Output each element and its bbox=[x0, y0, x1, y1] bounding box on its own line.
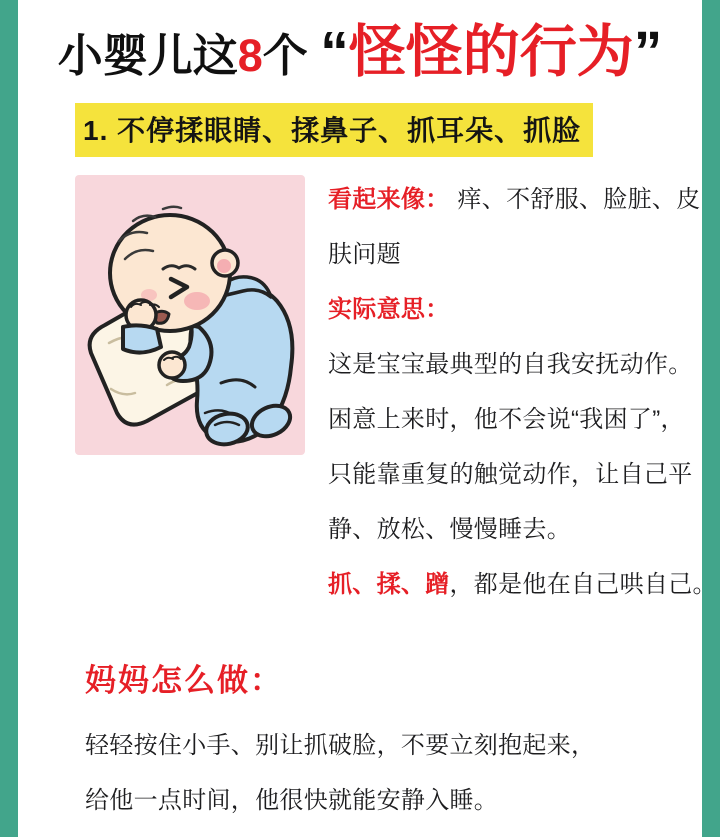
text-segment: 痒、不舒服、脸脏、皮 bbox=[457, 186, 701, 213]
text-segment: 看起来像： bbox=[328, 186, 450, 213]
text-line bbox=[328, 557, 717, 612]
text-line bbox=[328, 282, 708, 337]
text-line bbox=[328, 447, 708, 502]
advice-text bbox=[85, 718, 595, 828]
text-line bbox=[328, 172, 708, 227]
title-segment: 个 bbox=[262, 30, 321, 81]
text-segment: 困意上来时，他不会说“我困了”， bbox=[328, 406, 685, 433]
text-segment: 实际意思： bbox=[328, 296, 450, 323]
text-line bbox=[85, 718, 595, 773]
text-segment: 给他一点时间，他很快就能安静入睡。 bbox=[85, 787, 499, 814]
text-segment: 肤问题 bbox=[328, 241, 401, 268]
text-line bbox=[328, 392, 708, 447]
title-segment: 小婴儿这 bbox=[57, 30, 238, 81]
advice-heading: 妈妈怎么做： bbox=[85, 663, 283, 698]
left-green-border bbox=[0, 0, 18, 837]
title-segment: ” bbox=[633, 20, 663, 84]
text-segment: 这是宝宝最典型的自我安抚动作。 bbox=[328, 351, 693, 378]
text-segment: 抓、揉、蹭 bbox=[328, 571, 450, 598]
page-title bbox=[20, 20, 700, 86]
text-segment: ，都是他在自己哄自己。 bbox=[449, 571, 717, 598]
text-segment: 只能靠重复的触觉动作，让自己平 bbox=[328, 461, 693, 488]
title-segment: “ bbox=[320, 20, 349, 84]
title-segment: 8 bbox=[237, 30, 263, 81]
text-line bbox=[328, 502, 708, 557]
sleeping-baby-image bbox=[75, 175, 305, 455]
baby-illustration bbox=[75, 175, 305, 455]
text-line bbox=[85, 773, 595, 828]
text-line bbox=[328, 227, 708, 282]
title-segment: 怪怪的行为 bbox=[348, 20, 634, 84]
text-line bbox=[328, 337, 708, 392]
text-segment: 静、放松、慢慢睡去。 bbox=[328, 516, 571, 543]
section-1-heading: 1. 不停揉眼睛、揉鼻子、抓耳朵、抓脸 bbox=[75, 103, 593, 157]
text-segment: 轻轻按住小手、别让抓破脸，不要立刻抱起来， bbox=[85, 732, 596, 759]
section-1-details bbox=[328, 172, 717, 612]
